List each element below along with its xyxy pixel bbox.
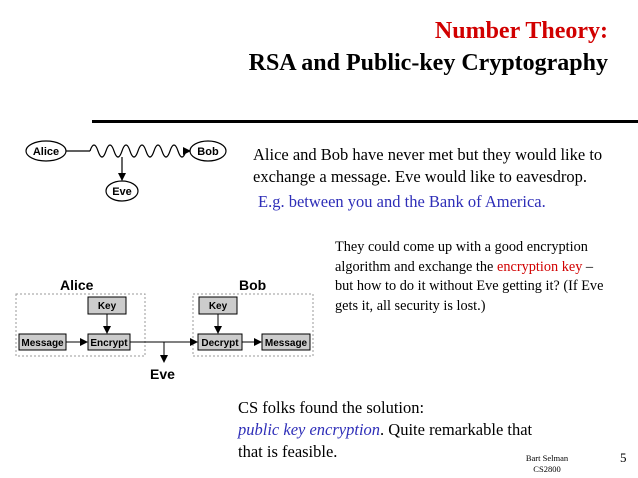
bob-section-label: Bob: [239, 277, 267, 293]
slide-title: Number Theory:: [434, 18, 608, 44]
alice-key-label: Key: [97, 301, 117, 312]
solution-rest: . Quite remarkable that that is feasible.: [238, 420, 533, 461]
eavesdrop-diagram: [26, 141, 226, 201]
encryption-diagram: [16, 277, 313, 382]
bob-node-label: Bob: [197, 146, 219, 158]
public-key-encryption-highlight: public key encryption: [238, 420, 381, 439]
decrypt-label: Decrypt: [201, 338, 239, 349]
key-exchange-text-2: – but how to do it without Eve getting it? (If Eve gets it, all security is lost.): [335, 258, 604, 314]
solution-paragraph: [238, 397, 558, 463]
encryption-key-highlight: encryption key: [496, 258, 583, 275]
footer-course: CS2800: [533, 464, 561, 474]
channel-wave: [90, 145, 186, 157]
key-exchange-text-1: They could come up with a good encryption algorithm and exchange the: [335, 239, 588, 275]
eve-section-label: Eve: [150, 366, 175, 382]
page-number: 5: [620, 450, 627, 465]
encrypt-label: Encrypt: [90, 338, 128, 349]
alice-message-label: Message: [21, 338, 64, 349]
eve-node-label: Eve: [112, 186, 132, 198]
slide-footer: [520, 453, 574, 475]
solution-line-1: CS folks found the solution:: [238, 398, 425, 417]
example-line: E.g. between you and the Bank of America.: [258, 192, 546, 211]
intro-paragraph: Alice and Bob have never met but they would like to exchange a message. Eve would like to eavesdrop.: [253, 145, 603, 186]
slide-subtitle: RSA and Public-key Cryptography: [248, 50, 608, 76]
key-exchange-paragraph: [335, 238, 607, 316]
alice-section-label: Alice: [60, 277, 94, 293]
bob-key-label: Key: [208, 301, 228, 312]
bob-message-label: Message: [264, 338, 308, 349]
alice-node-label: Alice: [32, 146, 60, 158]
footer-author: Bart Selman: [525, 453, 569, 463]
